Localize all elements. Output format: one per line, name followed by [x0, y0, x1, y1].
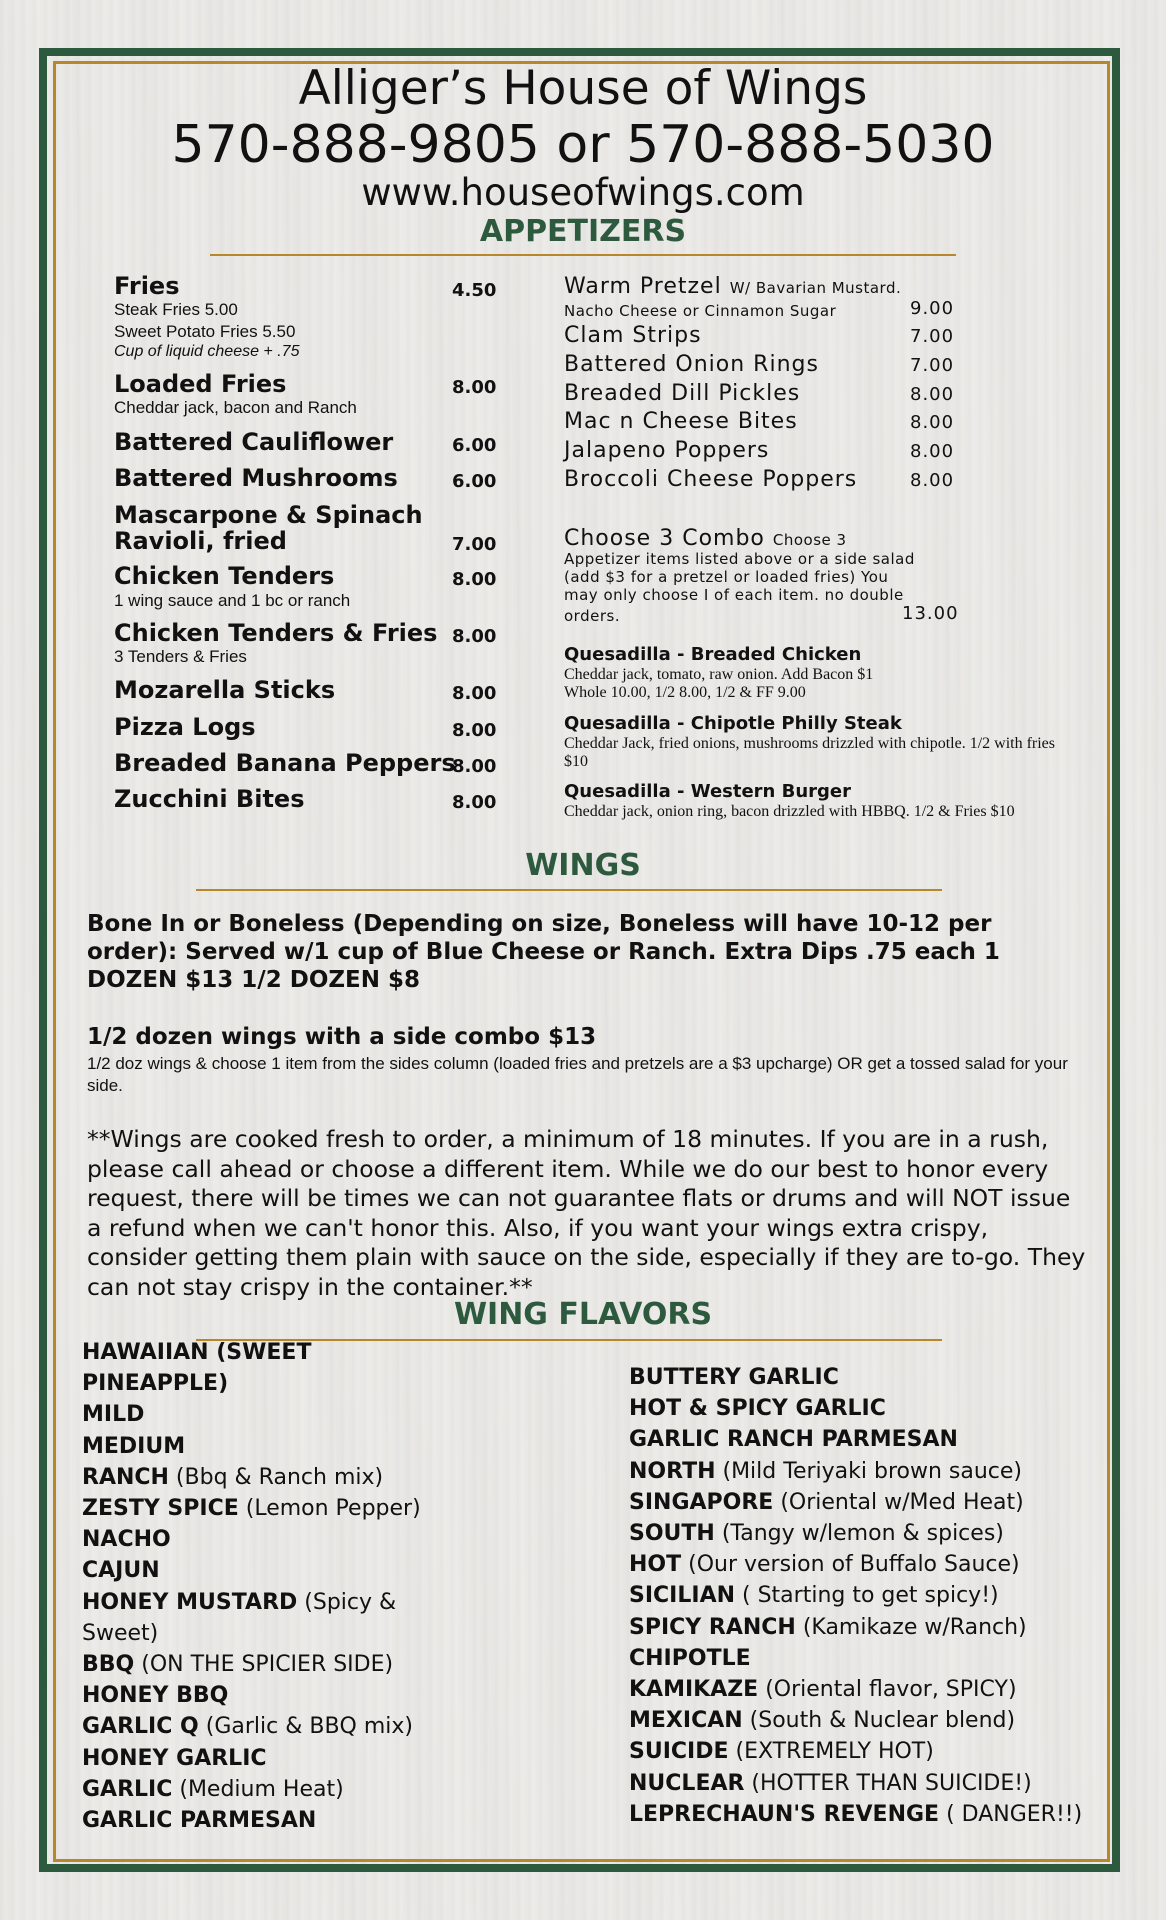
combo-suffix: Choose 3	[772, 531, 847, 549]
flavor-item	[82, 1555, 421, 1586]
flavor-name: LEPRECHAUN'S REVENGE	[629, 1801, 940, 1827]
flavor-name: SOUTH	[629, 1521, 715, 1547]
flavor-item	[82, 1431, 421, 1462]
pizza-logs-name: Pizza Logs	[114, 713, 256, 741]
flavor-desc: (ON THE SPICIER SIDE)	[134, 1652, 394, 1678]
pretzel-title: Warm Pretzel	[564, 274, 722, 299]
combo-price: 13.00	[902, 603, 959, 624]
flavor-item	[82, 1524, 421, 1555]
combo-desc-line1: Appetizer items listed above or a side salad	[564, 550, 915, 568]
flavor-item	[629, 1518, 1082, 1549]
quesadilla-burger-name: Quesadilla - Western Burger	[564, 781, 852, 802]
flavor-desc: (Bbq & Ranch mix)	[168, 1464, 384, 1490]
cauliflower-price: 6.00	[452, 435, 497, 456]
flavor-name: MEDIUM	[82, 1433, 186, 1459]
website: www.houseofwings.com	[361, 171, 805, 214]
pretzel-desc: Nacho Cheese or Cinnamon Sugar	[564, 302, 837, 320]
sweet-potato-fries: Sweet Potato Fries 5.50	[114, 322, 296, 341]
flavor-desc: (Lemon Pepper)	[238, 1496, 421, 1522]
quesadilla-steak-desc: Cheddar Jack, fried onions, mushrooms drizzled with chipotle. 1/2 with fries $10	[564, 735, 1056, 770]
quesadilla-chicken-desc1: Cheddar jack, tomato, raw onion. Add Bacon $1	[564, 666, 874, 683]
tenders-desc: 1 wing sauce and 1 bc or ranch	[114, 591, 351, 610]
mac-name: Mac n Cheese Bites	[564, 409, 798, 434]
tenders-fries-name: Chicken Tenders & Fries	[114, 619, 438, 647]
flavor-desc: (Mild Teriyaki brown sauce)	[715, 1458, 1022, 1484]
clam-name: Clam Strips	[564, 323, 702, 348]
banana-peppers-price: 8.00	[452, 756, 497, 777]
flavor-item	[629, 1362, 1082, 1393]
jalapeno-price: 8.00	[910, 441, 955, 462]
appetizers-title: APPETIZERS	[479, 214, 687, 249]
flavor-item	[629, 1424, 1082, 1455]
tenders-price: 8.00	[452, 569, 497, 590]
flavor-name: CHIPOTLE	[629, 1645, 751, 1671]
wings-title: WINGS	[525, 848, 641, 883]
flavors-left-list	[82, 1337, 421, 1836]
flavor-name: CAJUN	[82, 1558, 160, 1584]
jalapeno-name: Jalapeno Poppers	[564, 438, 770, 463]
combo-desc-line3: may only choose I of each item. no double	[564, 586, 904, 604]
flavor-name: MILD	[82, 1402, 145, 1428]
pretzel-price: 9.00	[910, 298, 955, 319]
pizza-logs-price: 8.00	[452, 720, 497, 741]
flavor-desc: (Kamikaze w/Ranch)	[795, 1614, 1027, 1640]
tenders-name: Chicken Tenders	[114, 562, 335, 590]
flavor-desc: (Tangy w/lemon & spices)	[714, 1521, 1004, 1547]
wing-flavors-title: WING FLAVORS	[453, 1297, 713, 1332]
flavor-name: KAMIKAZE	[629, 1677, 759, 1703]
flavor-desc: (Spicy &	[297, 1589, 397, 1615]
flavor-item	[82, 1587, 421, 1618]
pretzel-name	[564, 274, 901, 300]
flavor-name: BUTTERY GARLIC	[629, 1365, 839, 1390]
flavor-item	[629, 1736, 1082, 1767]
flavor-item	[82, 1462, 421, 1493]
flavor-desc: (EXTREMELY HOT)	[728, 1739, 934, 1765]
quesadilla-chicken-name: Quesadilla - Breaded Chicken	[564, 644, 862, 665]
flavor-desc: (HOTTER THAN SUICIDE!)	[744, 1770, 1032, 1796]
combo-desc-line4: orders.	[564, 607, 621, 625]
flavor-name: GARLIC Q	[82, 1714, 199, 1740]
loaded-fries-name: Loaded Fries	[114, 370, 287, 398]
fries-price: 4.50	[452, 280, 497, 301]
fries-name: Fries	[114, 272, 180, 300]
flavor-name: HOT & SPICY GARLIC	[629, 1396, 886, 1422]
broccoli-price: 8.00	[910, 470, 955, 491]
flavor-desc: (Oriental w/Med Heat)	[773, 1489, 1024, 1515]
flavor-item	[82, 1493, 421, 1524]
flavor-name: MEXICAN	[629, 1708, 743, 1734]
wings-combo-desc: 1/2 doz wings & choose 1 item from the sides column (loaded fries and pretzels are a $3 upcharge) OR get a tossed salad for your side.	[87, 1054, 1068, 1095]
appetizers-rule	[210, 254, 956, 256]
flavor-desc: ( Starting to get spicy!)	[735, 1583, 999, 1609]
flavor-desc: (Our version of Buffalo Sauce)	[681, 1552, 1020, 1578]
combo-desc-line2: (add $3 for a pretzel or loaded fries) You	[564, 568, 889, 586]
flavor-item	[82, 1743, 421, 1774]
flavor-name: GARLIC PARMESAN	[82, 1808, 317, 1834]
flavor-item	[629, 1580, 1082, 1611]
flavor-desc: ( DANGER!!)	[939, 1801, 1083, 1827]
flavor-name: HOT	[629, 1552, 682, 1578]
flavor-name: HONEY MUSTARD	[82, 1589, 298, 1615]
flavor-item	[629, 1674, 1082, 1705]
zucchini-price: 8.00	[452, 792, 497, 813]
combo-name	[564, 526, 847, 552]
ravioli-price: 7.00	[452, 534, 497, 555]
tenders-fries-price: 8.00	[452, 626, 497, 647]
wings-intro: Bone In or Boneless (Depending on size, Boneless will have 10-12 per order): Served w/1 cup of Blue Cheese or Ranch. Extra Dips .75 each 1 DOZEN $13 1/2 DOZEN $8	[87, 911, 1000, 993]
flavor-name: ZESTY SPICE	[82, 1496, 239, 1522]
restaurant-name: Alliger’s House of Wings	[298, 61, 868, 116]
loaded-fries-desc: Cheddar jack, bacon and Ranch	[114, 398, 357, 417]
flavor-item	[82, 1805, 421, 1836]
flavor-name: NACHO	[82, 1527, 171, 1553]
ravioli-name-line2: Ravioli, fried	[114, 527, 287, 555]
loaded-fries-price: 8.00	[452, 377, 497, 398]
flavor-item	[629, 1393, 1082, 1424]
onion-rings-price: 7.00	[910, 355, 955, 376]
pickles-price: 8.00	[910, 384, 955, 405]
flavor-desc: (Oriental flavor, SPICY)	[758, 1677, 1017, 1703]
ravioli-name-line1: Mascarpone & Spinach	[114, 501, 423, 529]
flavor-item	[82, 1774, 421, 1805]
flavors-right-list	[629, 1362, 1082, 1830]
liquid-cheese: Cup of liquid cheese + .75	[114, 343, 300, 360]
flavor-name: RANCH	[82, 1464, 169, 1490]
quesadilla-chicken-desc2: Whole 10.00, 1/2 8.00, 1/2 & FF 9.00	[564, 684, 806, 701]
zucchini-name: Zucchini Bites	[114, 785, 305, 813]
flavor-name: NORTH	[629, 1458, 716, 1484]
flavor-item	[629, 1612, 1082, 1643]
flavor-desc: Sweet)	[82, 1620, 159, 1646]
combo-title: Choose 3 Combo	[564, 526, 765, 551]
cauliflower-name: Battered Cauliflower	[114, 428, 394, 456]
mushrooms-name: Battered Mushrooms	[114, 464, 398, 492]
flavor-item	[82, 1649, 421, 1680]
flavor-item	[629, 1643, 1082, 1674]
flavor-item	[82, 1680, 421, 1711]
flavor-name: HAWAIIAN (SWEET	[82, 1340, 312, 1365]
flavor-item	[629, 1456, 1082, 1487]
mozzarella-price: 8.00	[452, 683, 497, 704]
flavor-name: SPICY RANCH	[629, 1614, 796, 1640]
flavor-name: GARLIC RANCH PARMESAN	[629, 1427, 958, 1453]
flavor-desc: (South & Nuclear blend)	[742, 1708, 1016, 1734]
flavor-item	[629, 1487, 1082, 1518]
flavor-name: HONEY BBQ	[82, 1683, 229, 1709]
wings-combo-title: 1/2 dozen wings with a side combo $13	[87, 1024, 597, 1050]
steak-fries: Steak Fries 5.00	[114, 300, 238, 319]
flavor-name: NUCLEAR	[629, 1770, 745, 1796]
flavor-name: SUICIDE	[629, 1739, 729, 1765]
mozzarella-name: Mozarella Sticks	[114, 676, 336, 704]
flavor-item	[82, 1399, 421, 1430]
pretzel-suffix: W/ Bavarian Mustard.	[729, 279, 902, 297]
wings-rule	[196, 889, 942, 891]
broccoli-name: Broccoli Cheese Poppers	[564, 467, 858, 492]
quesadilla-steak-name: Quesadilla - Chipotle Philly Steak	[564, 713, 902, 734]
onion-rings-name: Battered Onion Rings	[564, 352, 819, 377]
mushrooms-price: 6.00	[452, 471, 497, 492]
flavor-item	[82, 1711, 421, 1742]
flavor-item	[629, 1768, 1082, 1799]
banana-peppers-name: Breaded Banana Peppers	[114, 749, 456, 777]
flavor-desc: (Garlic & BBQ mix)	[198, 1714, 414, 1740]
flavor-item	[82, 1368, 421, 1399]
quesadilla-burger-desc: Cheddar jack, onion ring, bacon drizzled with HBBQ. 1/2 & Fries $10	[564, 803, 1015, 820]
flavor-name: HONEY GARLIC	[82, 1745, 267, 1771]
flavor-name: SINGAPORE	[629, 1489, 774, 1515]
flavor-item	[82, 1618, 421, 1649]
flavor-item	[82, 1337, 421, 1368]
flavor-name: SICILIAN	[629, 1583, 736, 1609]
flavor-desc: (Medium Heat)	[172, 1776, 344, 1802]
flavor-item	[629, 1799, 1082, 1830]
flavor-name: GARLIC	[82, 1776, 173, 1802]
flavor-item	[629, 1705, 1082, 1736]
clam-price: 7.00	[910, 326, 955, 347]
tenders-fries-desc: 3 Tenders & Fries	[114, 647, 247, 666]
mac-price: 8.00	[910, 412, 955, 433]
flavor-item	[629, 1549, 1082, 1580]
flavor-name: BBQ	[82, 1652, 135, 1678]
flavor-name: PINEAPPLE)	[82, 1371, 229, 1397]
pickles-name: Breaded Dill Pickles	[564, 381, 801, 406]
phone-numbers: 570-888-9805 or 570-888-5030	[171, 115, 995, 175]
wings-notice: **Wings are cooked fresh to order, a minimum of 18 minutes. If you are in a rush, please call ahead or choose a different item. While we do our best to honor every request, there will be times we can not guarantee flats or drums and will NOT issue a refund when we can't honor this. Also, if you want your wings extra crispy, consider getting them plain with sauce on the side, especially if they are to-go. They can not stay crispy in the container.**	[87, 1125, 1086, 1301]
